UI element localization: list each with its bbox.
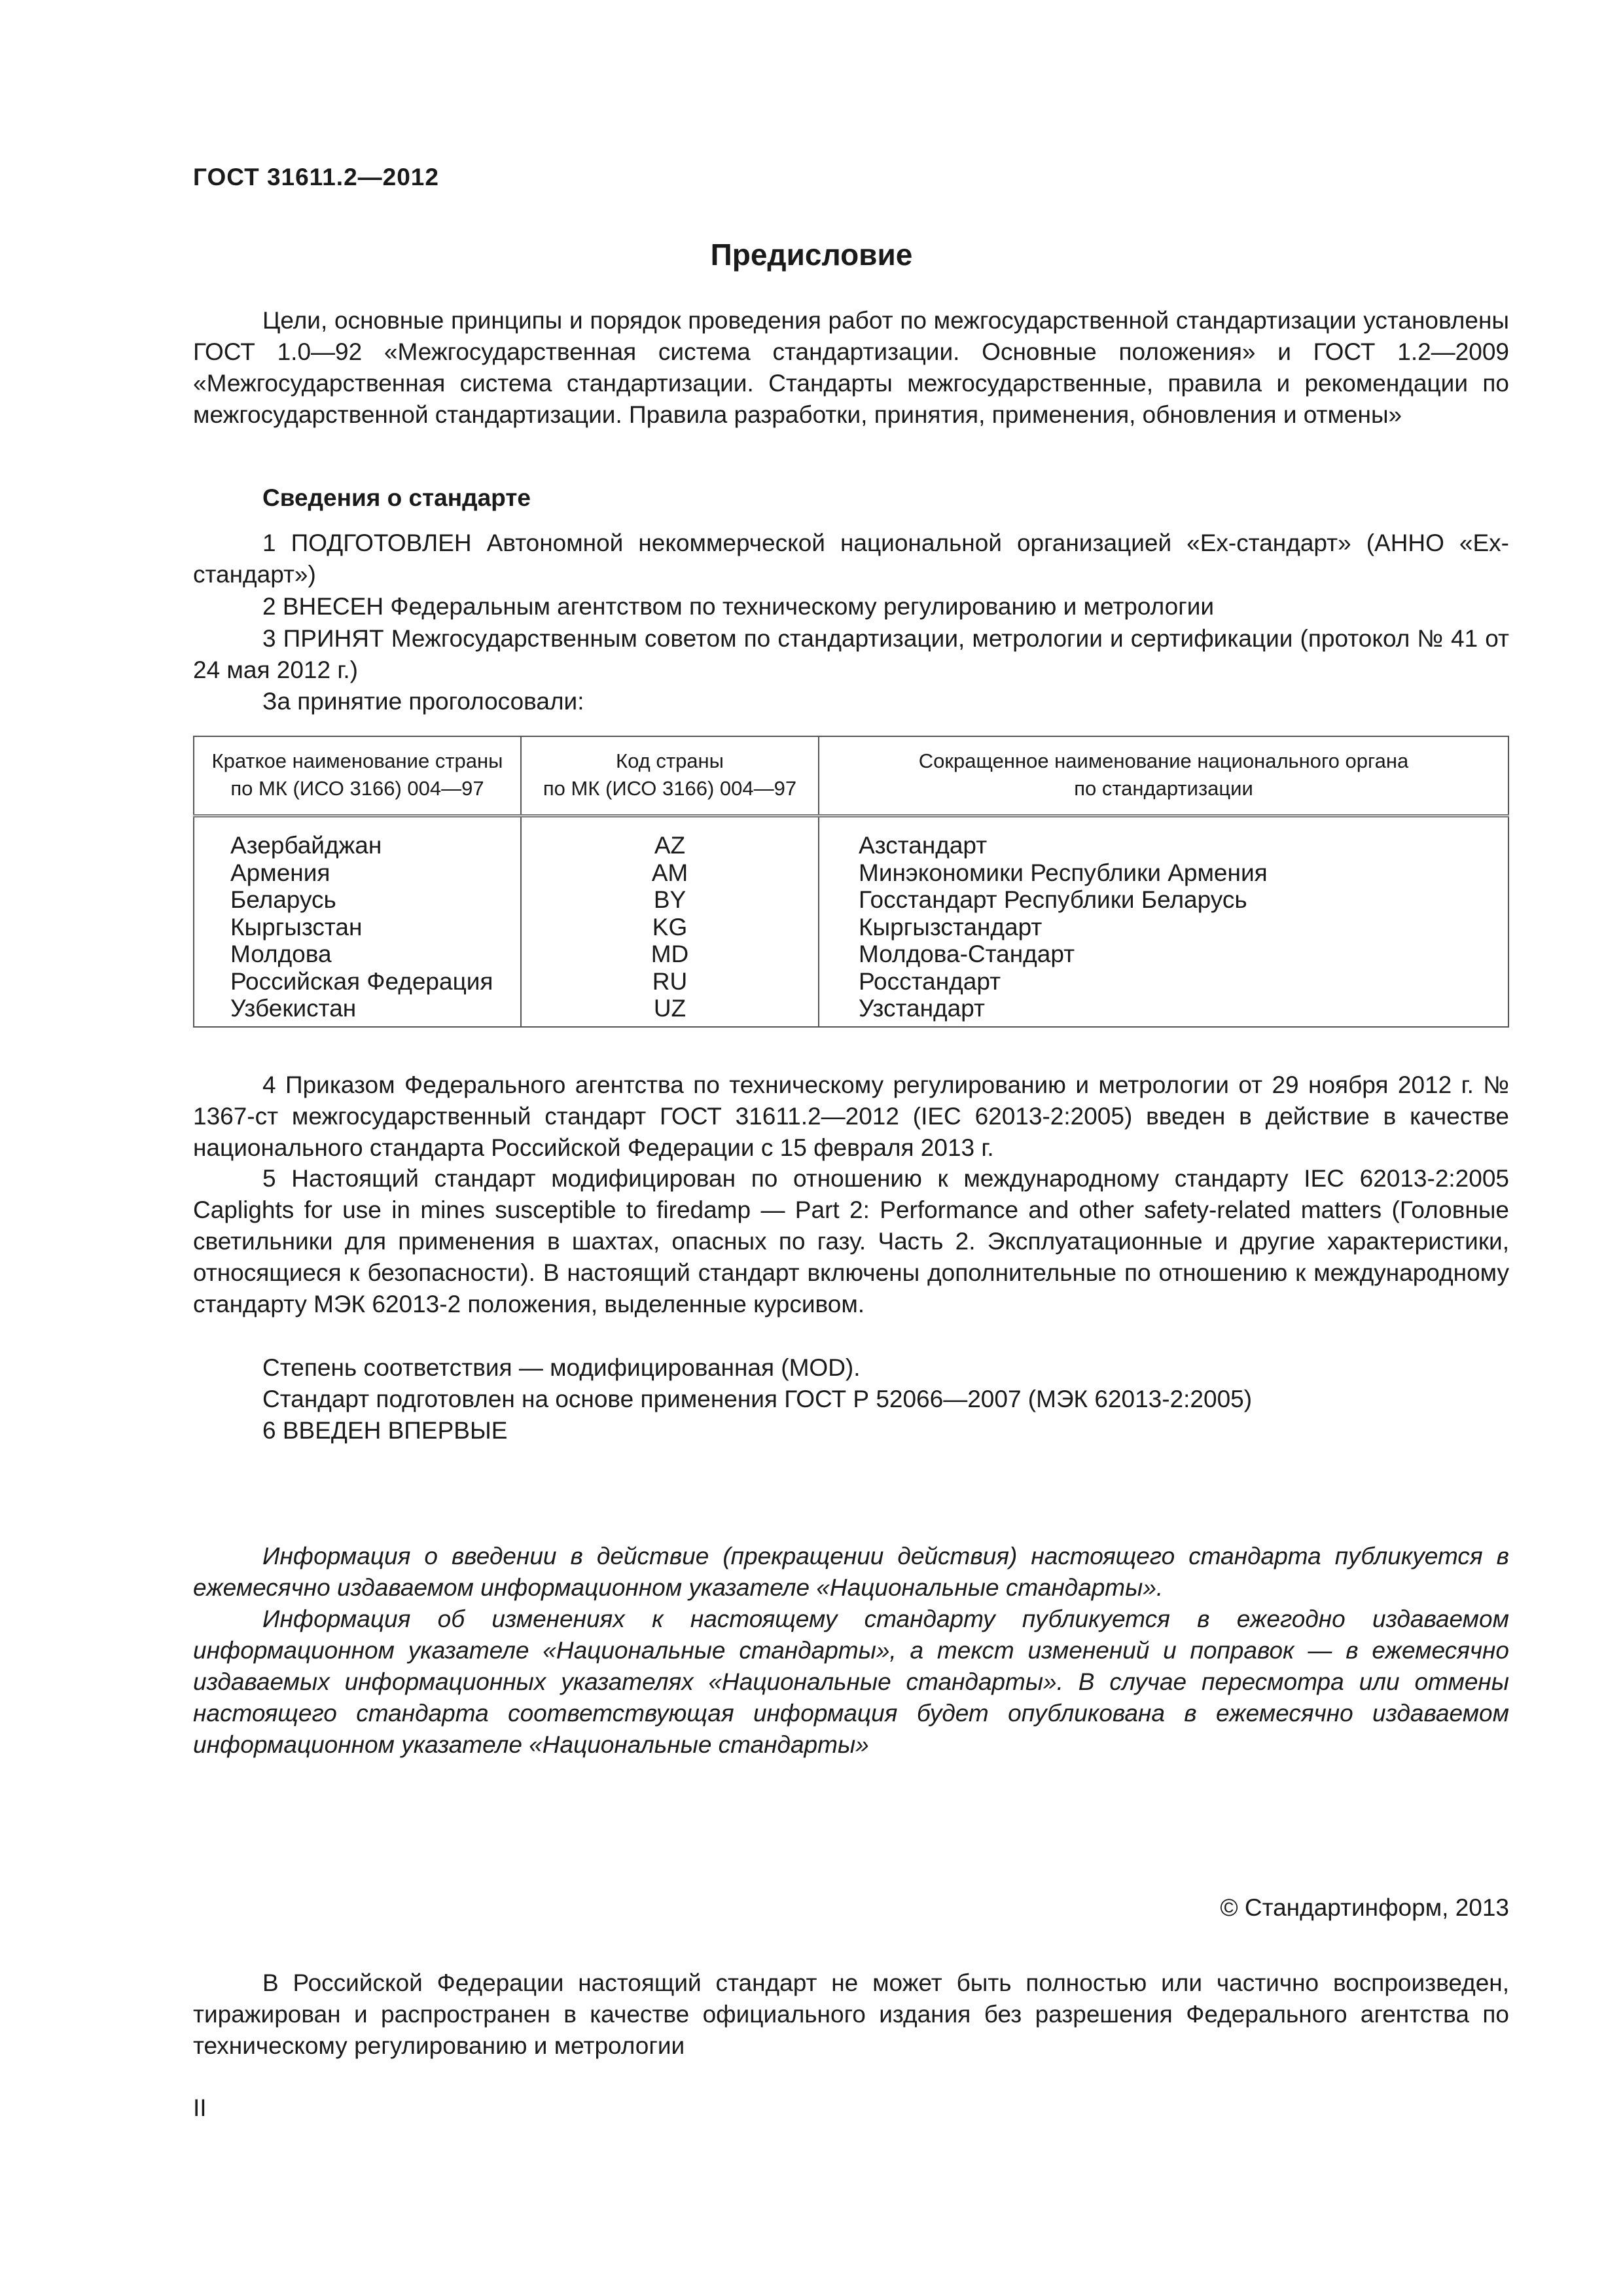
body-cell: Кыргызстандарт xyxy=(819,914,1508,941)
body-cell: Росстандарт xyxy=(819,968,1508,996)
copyright: © Стандартинформ, 2013 xyxy=(1220,1894,1509,1921)
body-cell: Узстандарт xyxy=(819,995,1508,1027)
body-cell: Госстандарт Республики Беларусь xyxy=(819,886,1508,914)
country-cell: Беларусь xyxy=(194,886,521,914)
country-cell: Российская Федерация xyxy=(194,968,521,996)
table-row xyxy=(194,859,1508,887)
item-4-order: 4 Приказом Федерального агентства по техническому регулированию и метрологии от 29 ноября 2012 г. № 1367-ст межгосударственный стандарт ГОСТ 31611.2—2012 (IEC 62013-2:2005) введен в действие в качестве национального стандарта Российской Федерации с 15 февраля 2013 г. xyxy=(193,1071,1509,1161)
notice-paragraph-2: Информация об изменениях к настоящему стандарту публикуется в ежегодно издаваемом информационном указателе «Национальные стандарты», а текст изменений и поправок — в ежемесячно издаваемых информационных указателях «Национальные стандарты». В случае пересмотра или отмены настоящего стандарта соответствующая информация будет опубликована в ежемесячно издаваемом информационном указателе «Национальные стандарты» xyxy=(193,1605,1509,1758)
table-row xyxy=(194,995,1508,1027)
degree-of-conformity: Степень соответствия — модифицированная (MOD). xyxy=(262,1354,861,1381)
table-row xyxy=(194,968,1508,996)
country-cell: Армения xyxy=(194,859,521,887)
body-cell: Молдова-Стандарт xyxy=(819,941,1508,968)
code-cell: BY xyxy=(521,886,819,914)
page-title: Предисловие xyxy=(710,238,913,272)
prepared-basis: Стандарт подготовлен на основе применения ГОСТ Р 52066—2007 (МЭК 62013-2:2005) xyxy=(262,1386,1253,1412)
item-2-introduced: 2 ВНЕСЕН Федеральным агентством по техническому регулированию и метрологии xyxy=(262,593,1215,620)
country-cell: Узбекистан xyxy=(194,995,521,1027)
info-heading: Сведения о стандарте xyxy=(262,484,531,511)
item-3-adopted: 3 ПРИНЯТ Межгосударственным советом по стандартизации, метрологии и сертификации (протокол № 41 от 24 мая 2012 г.) xyxy=(193,625,1509,683)
country-cell: Кыргызстан xyxy=(194,914,521,941)
body-cell: Минэкономики Республики Армения xyxy=(819,859,1508,887)
page-number: II xyxy=(193,2094,207,2121)
document-code-header: ГОСТ 31611.2—2012 xyxy=(193,164,439,190)
table-row xyxy=(194,886,1508,914)
voted-label: За принятие проголосовали: xyxy=(262,688,584,715)
code-cell: AZ xyxy=(521,816,819,859)
legal-notice: В Российской Федерации настоящий стандарт не может быть полностью или частично воспроизведен, тиражирован и распространен в качестве официального издания без разрешения Федерального агентства по техническому регулированию и метрологии xyxy=(193,1969,1509,2059)
item-6-first-introduced: 6 ВВЕДЕН ВПЕРВЫЕ xyxy=(262,1417,508,1444)
item-5-modified: 5 Настоящий стандарт модифицирован по отношению к международному стандарту IEC 62013-2:2005 Caplights for use in mines susceptible to firedamp — Part 2: Performance and other safety-related matters (Головные светильники для применения в шахтах, опасных по газу. Часть 2. Эксплуатационные и другие характеристики, относящиеся к безопасности). В настоящий стандарт включены дополнительные по отношению к международному стандарту МЭК 62013-2 положения, выделенные курсивом. xyxy=(193,1165,1509,1318)
code-cell: KG xyxy=(521,914,819,941)
voting-table xyxy=(193,736,1509,1028)
body-cell: Азстандарт xyxy=(819,816,1508,859)
notice-paragraph-1: Информация о введении в действие (прекращении действия) настоящего стандарта публикуется в ежемесячно издаваемом информационном указателе «Национальные стандарты». xyxy=(193,1543,1509,1601)
header-code: Код страны по МК (ИСО 3166) 004—97 xyxy=(521,736,819,816)
code-cell: AM xyxy=(521,859,819,887)
table-header-row xyxy=(194,736,1508,816)
header-body: Сокращенное наименование национального органа по стандартизации xyxy=(819,736,1508,816)
table-row xyxy=(194,816,1508,859)
code-cell: RU xyxy=(521,968,819,996)
country-cell: Молдова xyxy=(194,941,521,968)
country-cell: Азербайджан xyxy=(194,816,521,859)
table-row xyxy=(194,914,1508,941)
code-cell: UZ xyxy=(521,995,819,1027)
code-cell: MD xyxy=(521,941,819,968)
item-1-prepared: 1 ПОДГОТОВЛЕН Автономной некоммерческой национальной организацией «Ех-стандарт» (АННО «Ех-стандарт») xyxy=(193,529,1509,588)
intro-paragraph: Цели, основные принципы и порядок проведения работ по межгосударственной стандартизации установлены ГОСТ 1.0—92 «Межгосударственная система стандартизации. Основные положения» и ГОСТ 1.2—2009 «Межгосударственная система стандартизации. Стандарты межгосударственные, правила и рекомендации по межгосударственной стандартизации. Правила разработки, принятия, применения, обновления и отмены» xyxy=(193,307,1509,428)
header-country: Краткое наименование страны по МК (ИСО 3166) 004—97 xyxy=(194,736,521,816)
table-row xyxy=(194,941,1508,968)
